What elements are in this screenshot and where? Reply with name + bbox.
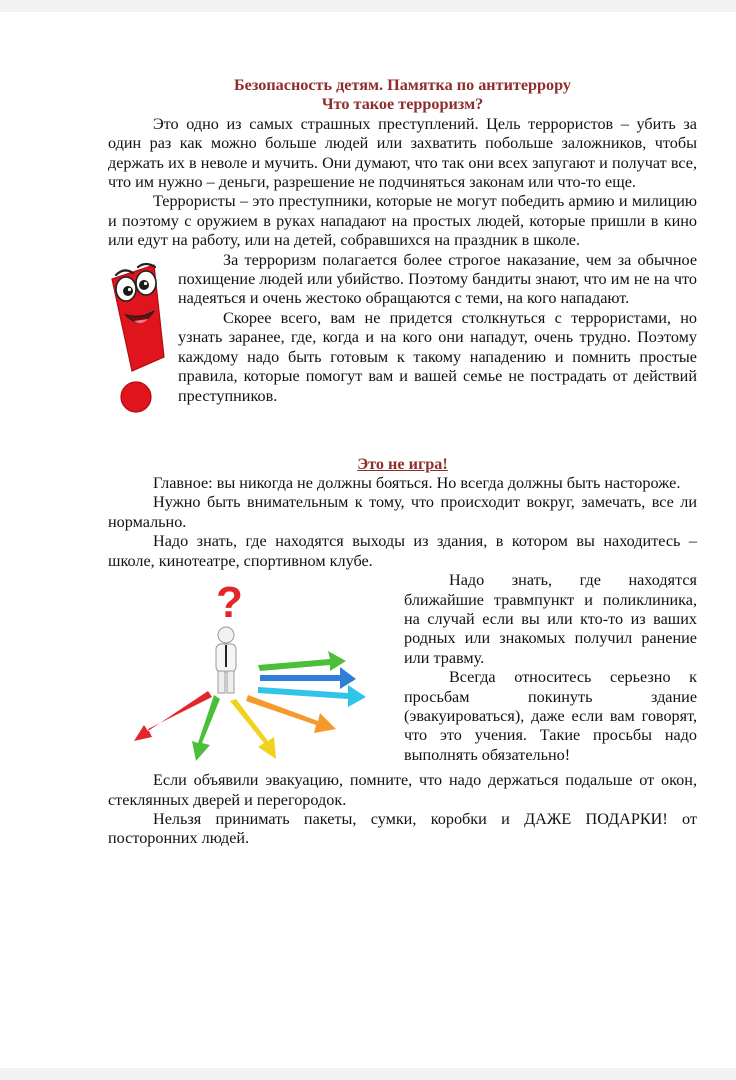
paragraph: За терроризм полагается более строгое наказание, чем за обычное похищение людей или убийство. Поэтому бандиты знают, что им не на что надеяться и очень жестоко обращаются с теми, на кого нападают. (178, 250, 697, 308)
paragraph: Террористы – это преступники, которые не могут победить армию и милицию и поэтому с оружием в руках нападают на простых людей, которые пришли в кино или едут на работу, или на детей, собравшихся на праздник в школе. (108, 192, 697, 250)
document-title (108, 76, 697, 115)
svg-text:?: ? (216, 578, 243, 628)
paragraph: Надо знать, где находятся выходы из здания, в котором вы находитесь – школе, кинотеатре, спортивном клубе. (108, 532, 697, 570)
top-strip (0, 0, 736, 12)
title-line-2: Что такое терроризм? (321, 95, 484, 114)
paragraph: Если объявили эвакуацию, помните, что надо держаться подальше от окон, стеклянных дверей и перегородок. (108, 771, 697, 809)
paragraph: Всегда относитесь серьезно к просьбам покинуть здание (эвакуироваться), даже если вам говорят, что это учения. Такие просьбы надо выполнять обязательно! (404, 668, 697, 764)
section-title: Это не игра! (357, 454, 448, 473)
paragraph: Главное: вы никогда не должны бояться. Но всегда должны быть настороже. (153, 474, 681, 493)
title-line-1: Безопасность детям. Памятка по антитеррору (233, 76, 572, 94)
exclamation-mark-cartoon-icon (106, 253, 174, 413)
bottom-strip (0, 1068, 736, 1080)
paragraph: Скорее всего, вам не придется столкнуться с террористами, но узнать заранее, где, когда и на кого они нападут, очень трудно. Поэтому каждому надо быть готовым к такому нападению и помнить простые правила, которые помогут вам и вашей семье не пострадать от действий преступников. (178, 308, 697, 405)
paragraph: Нельзя принимать пакеты, сумки, коробки и ДАЖЕ ПОДАРКИ! от посторонних людей. (108, 809, 697, 848)
paragraph: Надо знать, где находятся ближайшие травмпункт и поликлиника, на случай если вы или кто-то из ваших родных или знакомых получил ранение или травму. (404, 571, 697, 667)
paragraph: Нужно быть внимательным к тому, что происходит вокруг, замечать, все ли нормально. (108, 493, 697, 531)
document-content (108, 76, 697, 849)
paragraph: Это одно из самых страшных преступлений. Цель террористов – убить за один раз как можно больше людей или захватить побольше заложников, чтобы держать их в неволе и мучить. Они думают, что так они всех запугают и получат все, что им нужно – деньги, разрешение не подчиняться законам или что-то еще. (108, 114, 697, 192)
question-man-arrows-icon (108, 571, 394, 771)
